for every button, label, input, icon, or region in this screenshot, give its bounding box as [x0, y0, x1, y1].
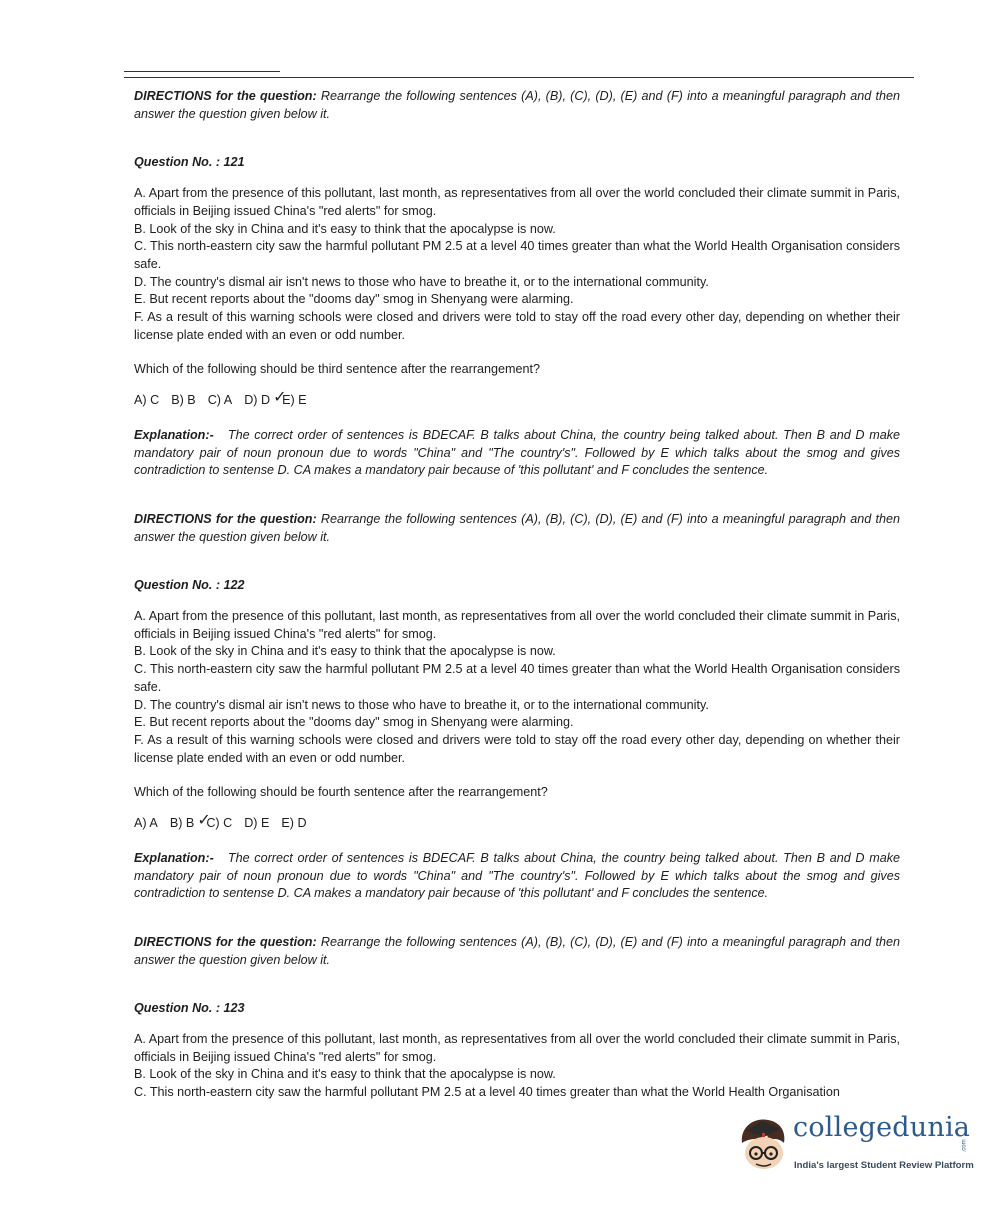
checkmark-icon: ✓	[273, 389, 287, 407]
directions	[134, 88, 900, 123]
question-number: Question No. : 122	[134, 578, 245, 593]
collegedunia-logo	[736, 1112, 974, 1183]
question-number: Question No. : 123	[134, 1001, 245, 1016]
directions	[134, 511, 900, 546]
option-e: E) D	[281, 816, 307, 831]
logo-domain-suffix: .com	[961, 1139, 968, 1153]
sentence-f: F. As a result of this warning schools were closed and drivers were told to stay off the road every other day, depending on whether their license plate ended with an even or odd number.	[134, 310, 900, 342]
explanation-label: Explanation:-	[134, 427, 214, 442]
directions	[134, 934, 900, 969]
explanation	[134, 427, 900, 480]
sentence-a: A. Apart from the presence of this pollutant, last month, as representatives from all over the world concluded their climate summit in Paris, officials in Beijing issued China's "red alerts" for smog.	[134, 186, 900, 218]
checkmark-icon: ✓	[197, 812, 211, 830]
sentence-c: C. This north-eastern city saw the harmful pollutant PM 2.5 at a level 40 times greater than what the World Health Organisation	[134, 1085, 840, 1100]
sentence-list	[134, 185, 900, 344]
sentence-b: B. Look of the sky in China and it's easy to think that the apocalypse is now.	[134, 221, 556, 236]
directions-text: Rearrange the following sentences (A), (B), (C), (D), (E) and (F) into a meaningful paragraph and then answer the question given below it.	[134, 89, 900, 121]
explanation-text: The correct order of sentences is BDECAF. B talks about China, the country being talked about. Then B and D make mandatory pair of noun pronoun due to words "China" and "The country's". Followed by E which talks about the smog and gives contradiction to sentense D. CA makes a mandatory pair because of 'this pollutant' and F concludes the sentence.	[134, 850, 901, 901]
question-block-121	[134, 88, 900, 480]
sentence-b: B. Look of the sky in China and it's easy to think that the apocalypse is now.	[134, 1067, 556, 1082]
directions-text: Rearrange the following sentences (A), (B), (C), (D), (E) and (F) into a meaningful paragraph and then answer the question given below it.	[134, 511, 900, 544]
option-e-ticked	[273, 389, 307, 410]
option-d: D) D	[244, 393, 271, 408]
option-a: A) C	[134, 393, 160, 408]
logo-tagline: India's largest Student Review Platform	[794, 1160, 974, 1171]
sentence-c: C. This north-eastern city saw the harmful pollutant PM 2.5 at a level 40 times greater than what the World Health Organisation considers safe.	[134, 239, 900, 271]
sentence-a: A. Apart from the presence of this pollutant, last month, as representatives from all over the world concluded their climate summit in Paris, officials in Beijing issued China's "red alerts" for smog.	[134, 609, 900, 641]
option-c-ticked	[197, 812, 233, 833]
sentence-d: D. The country's dismal air isn't news to those who have to breathe it, or to the international community.	[134, 274, 709, 289]
option-b: B) B	[171, 393, 196, 408]
option-b: B) B	[169, 816, 195, 831]
sentence-c: C. This north-eastern city saw the harmful pollutant PM 2.5 at a level 40 times greater than what the World Health Organisation considers safe.	[134, 662, 900, 694]
directions-label: DIRECTIONS for the question:	[134, 89, 317, 103]
option-c: C) A	[207, 393, 233, 408]
sentence-b: B. Look of the sky in China and it's easy to think that the apocalypse is now.	[134, 644, 556, 659]
sentence-list	[134, 1031, 900, 1102]
sentence-e: E. But recent reports about the "dooms day" smog in Shenyang were alarming.	[134, 715, 574, 730]
question-prompt: Which of the following should be fourth sentence after the rearrangement?	[134, 785, 548, 800]
answer-options	[134, 389, 900, 410]
option-e-label: E) E	[282, 393, 307, 408]
option-d: D) E	[244, 816, 270, 831]
directions-label: DIRECTIONS for the question:	[134, 934, 317, 949]
sentence-e: E. But recent reports about the "dooms day" smog in Shenyang were alarming.	[134, 292, 574, 307]
sentence-a: A. Apart from the presence of this pollutant, last month, as representatives from all over the world concluded their climate summit in Paris, officials in Beijing issued China's "red alerts" for smog.	[134, 1032, 900, 1064]
directions-text: Rearrange the following sentences (A), (B), (C), (D), (E) and (F) into a meaningful paragraph and then answer the question given below it.	[134, 934, 900, 967]
sentence-d: D. The country's dismal air isn't news to those who have to breathe it, or to the international community.	[134, 697, 709, 712]
header-rule	[124, 77, 914, 78]
page-content	[134, 88, 900, 1102]
question-block-123	[134, 934, 900, 1102]
logo-wordmark: collegedunia	[793, 1112, 971, 1143]
sentence-list	[134, 608, 900, 767]
answer-options	[134, 812, 900, 833]
explanation-label: Explanation:-	[134, 850, 214, 865]
sentence-f: F. As a result of this warning schools were closed and drivers were told to stay off the road every other day, depending on whether their license plate ended with an even or odd number.	[134, 732, 900, 765]
mascot-icon	[736, 1113, 794, 1183]
header-rule-short	[124, 71, 280, 72]
directions-label: DIRECTIONS for the question:	[134, 511, 317, 526]
question-number: Question No. : 121	[134, 155, 245, 170]
explanation-text: The correct order of sentences is BDECAF. B talks about China, the country being talked about. Then B and D make mandatory pair of noun pronoun due to words "China" and "The country's". Followed by E which talks about the smog and gives contradiction to sentense D. CA makes a mandatory pair because of 'this pollutant' and F concludes the sentence.	[134, 427, 901, 478]
option-a: A) A	[134, 816, 158, 831]
option-c-label: C) C	[206, 816, 233, 831]
question-prompt: Which of the following should be third sentence after the rearrangement?	[134, 362, 541, 377]
explanation	[134, 850, 900, 903]
question-block-122	[134, 511, 900, 903]
